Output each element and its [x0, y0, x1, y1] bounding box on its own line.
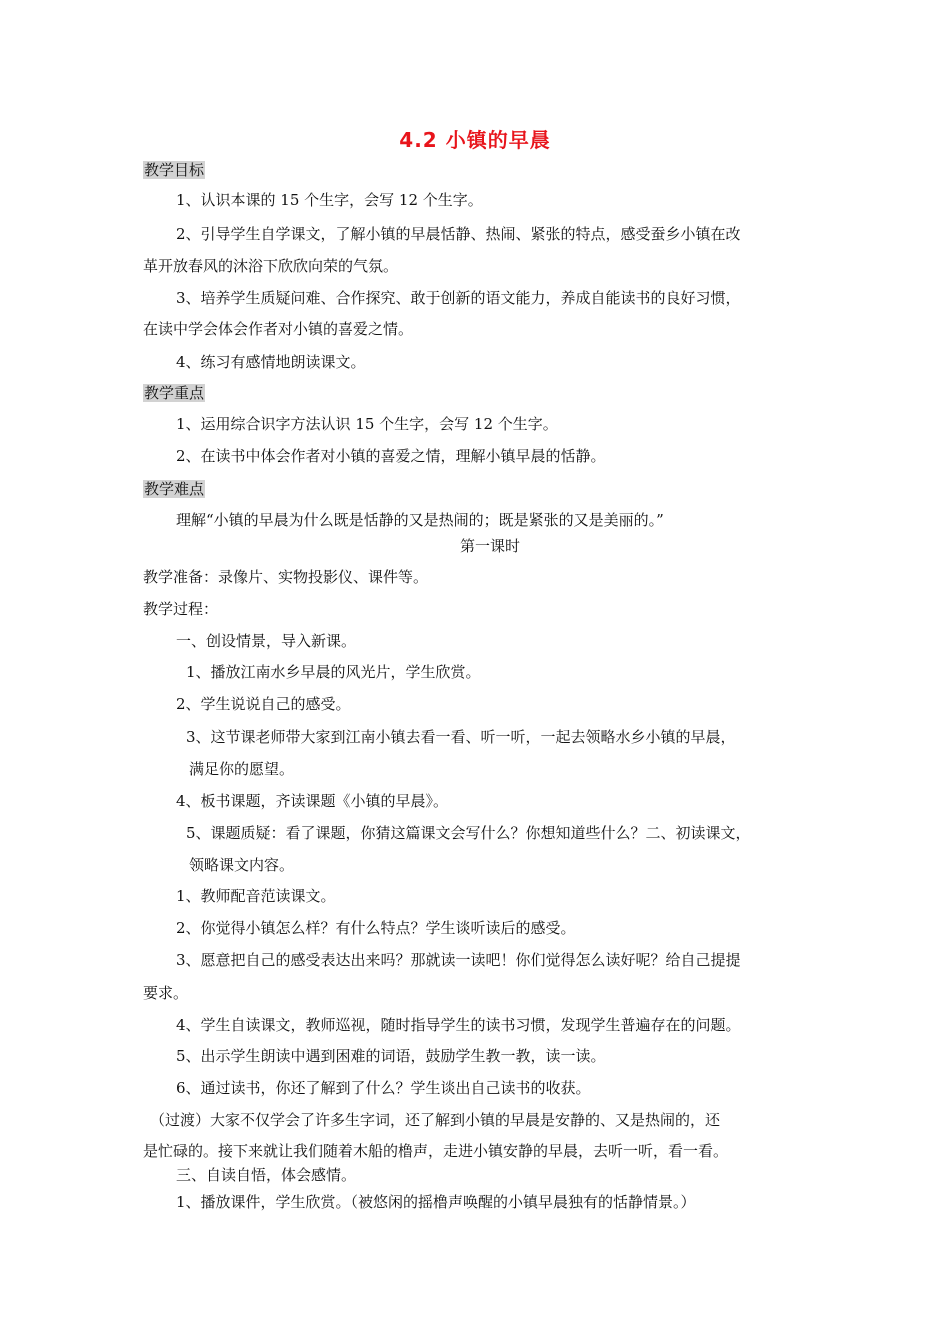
- part-2-step-3-line-2: 要求。: [143, 984, 189, 1002]
- part-3-step-1: 1、播放课件，学生欣赏。（被悠闲的摇橹声唤醒的小镇早晨独有的恬静情景。）: [176, 1193, 696, 1211]
- transition-line-1: （过渡）大家不仅学会了许多生字词，还了解到小镇的早晨是安静的、又是热闹的，还: [150, 1111, 721, 1129]
- part-2-step-5: 5、出示学生朗读中遇到困难的词语，鼓励学生教一教，读一读。: [176, 1047, 606, 1065]
- part-2-step-3-line-1: 3、愿意把自己的感受表达出来吗？那就读一读吧！你们觉得怎么读好呢？给自己提提: [176, 951, 741, 969]
- part-2-step-6: 6、通过读书，你还了解到了什么？学生谈出自己读书的收获。: [176, 1079, 591, 1097]
- difficult-item-1: 理解“小镇的早晨为什么既是恬静的又是热闹的；既是紧张的又是美丽的。”: [176, 511, 664, 529]
- part-1-step-3-line-1: 3、这节课老师带大家到江南小镇去看一看、听一听，一起去领略水乡小镇的早晨，: [186, 728, 736, 746]
- part-2-step-2: 2、你觉得小镇怎么样？有什么特点？学生谈听读后的感受。: [176, 919, 576, 937]
- part-2-step-1: 1、教师配音范读课文。: [176, 887, 336, 905]
- section-heading-key: [143, 383, 205, 403]
- transition-line-2: 是忙碌的。接下来就让我们随着木船的橹声，走进小镇安静的早晨，去听一听，看一看。: [143, 1142, 729, 1160]
- part-3-heading: 三、自读自悟，体会感情。: [176, 1166, 357, 1184]
- goal-item-3-line-2: 在读中学会体会作者对小镇的喜爱之情。: [143, 320, 414, 338]
- part-2-step-4: 4、学生自读课文，教师巡视，随时指导学生的读书习惯，发现学生普遍存在的问题。: [176, 1016, 741, 1034]
- goal-item-4: 4、练习有感情地朗读课文。: [176, 353, 366, 371]
- document-title: 4.2 小镇的早晨: [399, 128, 551, 152]
- heading-text: 教学难点: [144, 480, 205, 498]
- goal-item-2-line-1: 2、引导学生自学课文，了解小镇的早晨恬静、热闹、紧张的特点，感受蚕乡小镇在改: [176, 225, 741, 243]
- goal-item-2-line-2: 革开放春风的沐浴下欣欣向荣的气氛。: [143, 257, 399, 275]
- part-1-step-1: 1、播放江南水乡早晨的风光片，学生欣赏。: [186, 663, 481, 681]
- part-1-heading: 一、创设情景，导入新课。: [176, 632, 357, 650]
- key-item-1: 1、运用综合识字方法认识 15 个生字，会写 12 个生字。: [176, 415, 558, 433]
- section-heading-difficult: [143, 479, 205, 499]
- part-1-step-5-line-1: 5、课题质疑：看了课题，你猜这篇课文会写什么？你想知道些什么？二、初读课文，: [186, 824, 751, 842]
- part-1-step-3-line-2: 满足你的愿望。: [189, 760, 295, 778]
- part-1-step-2: 2、学生说说自己的感受。: [176, 695, 351, 713]
- goal-item-1: 1、认识本课的 15 个生字，会写 12 个生字。: [176, 191, 483, 209]
- heading-text: 教学重点: [144, 384, 205, 402]
- teaching-process: 教学过程：: [143, 600, 219, 618]
- goal-item-3-line-1: 3、培养学生质疑问难、合作探究、敢于创新的语文能力，养成自能读书的良好习惯，: [176, 289, 741, 307]
- part-1-step-5-line-2: 领略课文内容。: [189, 856, 295, 874]
- section-heading-goals: [143, 160, 205, 180]
- part-1-step-4: 4、板书课题，齐读课题《小镇的早晨》。: [176, 792, 449, 810]
- key-item-2: 2、在读书中体会作者对小镇的喜爱之情，理解小镇早晨的恬静。: [176, 447, 606, 465]
- period-title: 第一课时: [459, 537, 520, 555]
- heading-text: 教学目标: [144, 161, 205, 179]
- teaching-prep: 教学准备：录像片、实物投影仪、课件等。: [143, 568, 429, 586]
